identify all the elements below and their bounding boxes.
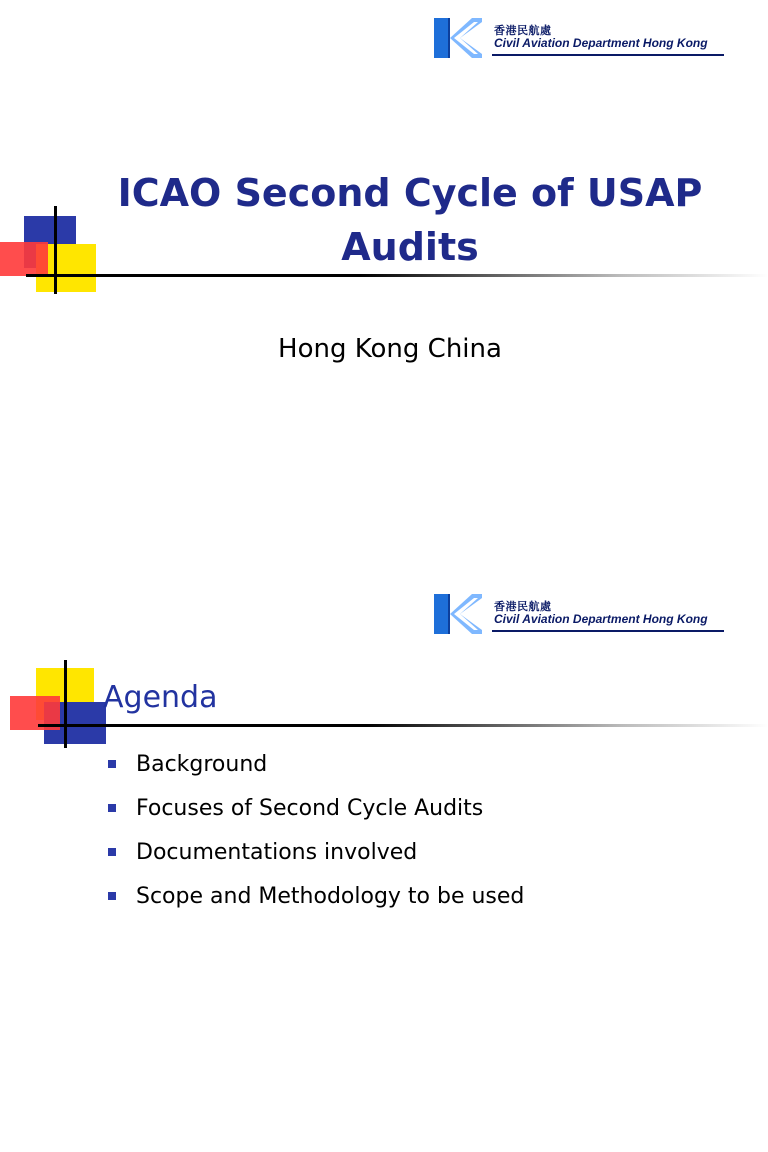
bullet-square-icon bbox=[108, 760, 116, 768]
title-line-1: ICAO Second Cycle of USAP bbox=[117, 171, 703, 215]
slide-1-subtitle: Hong Kong China bbox=[278, 334, 502, 364]
logo-underline bbox=[492, 54, 724, 56]
title-rule bbox=[26, 274, 768, 277]
logo-underline bbox=[492, 630, 724, 632]
slide-2 bbox=[0, 576, 768, 1152]
agenda-list bbox=[108, 748, 524, 924]
cad-logo bbox=[434, 18, 734, 58]
corner-decoration bbox=[0, 660, 110, 750]
cad-logo bbox=[434, 594, 734, 634]
list-item: Documentations involved bbox=[108, 836, 524, 880]
bullet-square-icon bbox=[108, 892, 116, 900]
title-rule bbox=[38, 724, 768, 727]
bullet-square-icon bbox=[108, 848, 116, 856]
logo-english-name: Civil Aviation Department Hong Kong bbox=[494, 612, 708, 626]
logo-chinese-name: 香港民航處 bbox=[494, 24, 552, 37]
cad-k-logo-icon bbox=[434, 18, 482, 58]
list-item: Focuses of Second Cycle Audits bbox=[108, 792, 524, 836]
slide-2-title: Agenda bbox=[103, 680, 218, 715]
logo-chinese-name: 香港民航處 bbox=[494, 600, 552, 613]
title-line-2: Audits bbox=[341, 225, 479, 269]
list-item: Scope and Methodology to be used bbox=[108, 880, 524, 924]
list-item: Background bbox=[108, 748, 524, 792]
logo-english-name: Civil Aviation Department Hong Kong bbox=[494, 36, 708, 50]
cad-k-logo-icon bbox=[434, 594, 482, 634]
bullet-square-icon bbox=[108, 804, 116, 812]
slide-1-title bbox=[60, 166, 760, 274]
